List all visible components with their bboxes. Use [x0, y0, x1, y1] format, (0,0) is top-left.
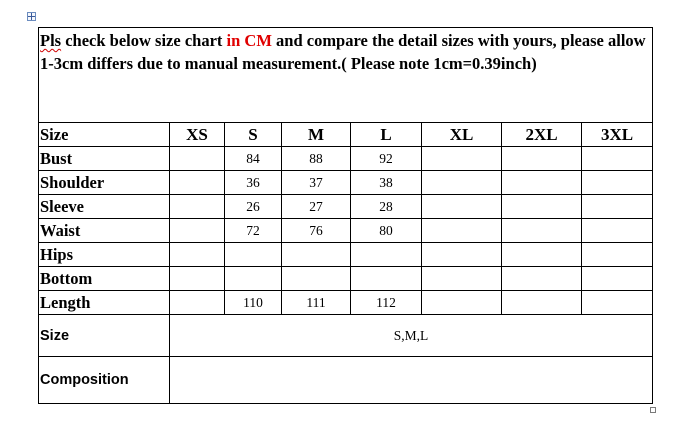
cell: [422, 195, 502, 219]
cell: [351, 243, 422, 267]
cell: [170, 219, 225, 243]
cell: [422, 267, 502, 291]
table-row: [39, 171, 653, 195]
row-label: Sleeve: [39, 195, 170, 219]
table-row: [39, 147, 653, 171]
row-label: Bottom: [39, 267, 170, 291]
table-row: [39, 291, 653, 315]
table-resize-handle-icon[interactable]: [650, 407, 656, 413]
row-label: Waist: [39, 219, 170, 243]
cell: [170, 291, 225, 315]
row-label: Hips: [39, 243, 170, 267]
cell: [582, 147, 653, 171]
cell: 110: [225, 291, 282, 315]
cell: [582, 195, 653, 219]
notice-highlight: in CM: [226, 31, 272, 50]
table-row: [39, 219, 653, 243]
cell: [170, 243, 225, 267]
cell: [170, 171, 225, 195]
cell: [422, 243, 502, 267]
cell: 72: [225, 219, 282, 243]
cell: [422, 219, 502, 243]
header-size: Size: [39, 123, 170, 147]
cell: [502, 291, 582, 315]
notice-row: [39, 28, 653, 123]
cell: 112: [351, 291, 422, 315]
row-label: Shoulder: [39, 171, 170, 195]
notice-text: [39, 28, 653, 123]
cell: [282, 267, 351, 291]
cell: [502, 147, 582, 171]
cell: [282, 243, 351, 267]
table-move-handle-icon[interactable]: [27, 12, 36, 21]
cell: [502, 219, 582, 243]
row-label: Length: [39, 291, 170, 315]
size-summary-label: Size: [39, 315, 170, 357]
cell: 37: [282, 171, 351, 195]
cell: 26: [225, 195, 282, 219]
header-3xl: 3XL: [582, 123, 653, 147]
cell: [225, 267, 282, 291]
cell: [582, 171, 653, 195]
cell: [502, 171, 582, 195]
cell: [422, 291, 502, 315]
header-m: M: [282, 123, 351, 147]
size-summary-row: [39, 315, 653, 357]
cell: [170, 195, 225, 219]
notice-part-2: check below size chart: [61, 31, 227, 50]
row-label: Bust: [39, 147, 170, 171]
cell: 92: [351, 147, 422, 171]
size-chart-table: [38, 27, 653, 404]
cell: [225, 243, 282, 267]
cell: [502, 243, 582, 267]
table-row: [39, 267, 653, 291]
header-row: [39, 123, 653, 147]
cell: [582, 219, 653, 243]
cell: [170, 267, 225, 291]
table-row: [39, 195, 653, 219]
cell: [502, 267, 582, 291]
header-l: L: [351, 123, 422, 147]
cell: 38: [351, 171, 422, 195]
cell: 36: [225, 171, 282, 195]
cell: 28: [351, 195, 422, 219]
composition-value: [170, 357, 653, 404]
cell: [582, 243, 653, 267]
cell: 80: [351, 219, 422, 243]
notice-part-4: and compare the detail sizes with yours, please allow 1-3cm differs due to manual measurement.( Please note 1cm=0.39inch): [40, 31, 646, 73]
header-s: S: [225, 123, 282, 147]
cell: 84: [225, 147, 282, 171]
header-2xl: 2XL: [502, 123, 582, 147]
composition-row: [39, 357, 653, 404]
cell: [582, 291, 653, 315]
size-summary-value: S,M,L: [170, 315, 653, 357]
cell: 88: [282, 147, 351, 171]
cell: 76: [282, 219, 351, 243]
cell: [422, 147, 502, 171]
composition-label: Composition: [39, 357, 170, 404]
notice-part-1: Pls: [40, 31, 62, 50]
cell: [502, 195, 582, 219]
cell: [422, 171, 502, 195]
header-xs: XS: [170, 123, 225, 147]
cell: 111: [282, 291, 351, 315]
table-row: [39, 243, 653, 267]
cell: [351, 267, 422, 291]
cell: [582, 267, 653, 291]
cell: 27: [282, 195, 351, 219]
header-xl: XL: [422, 123, 502, 147]
cell: [170, 147, 225, 171]
